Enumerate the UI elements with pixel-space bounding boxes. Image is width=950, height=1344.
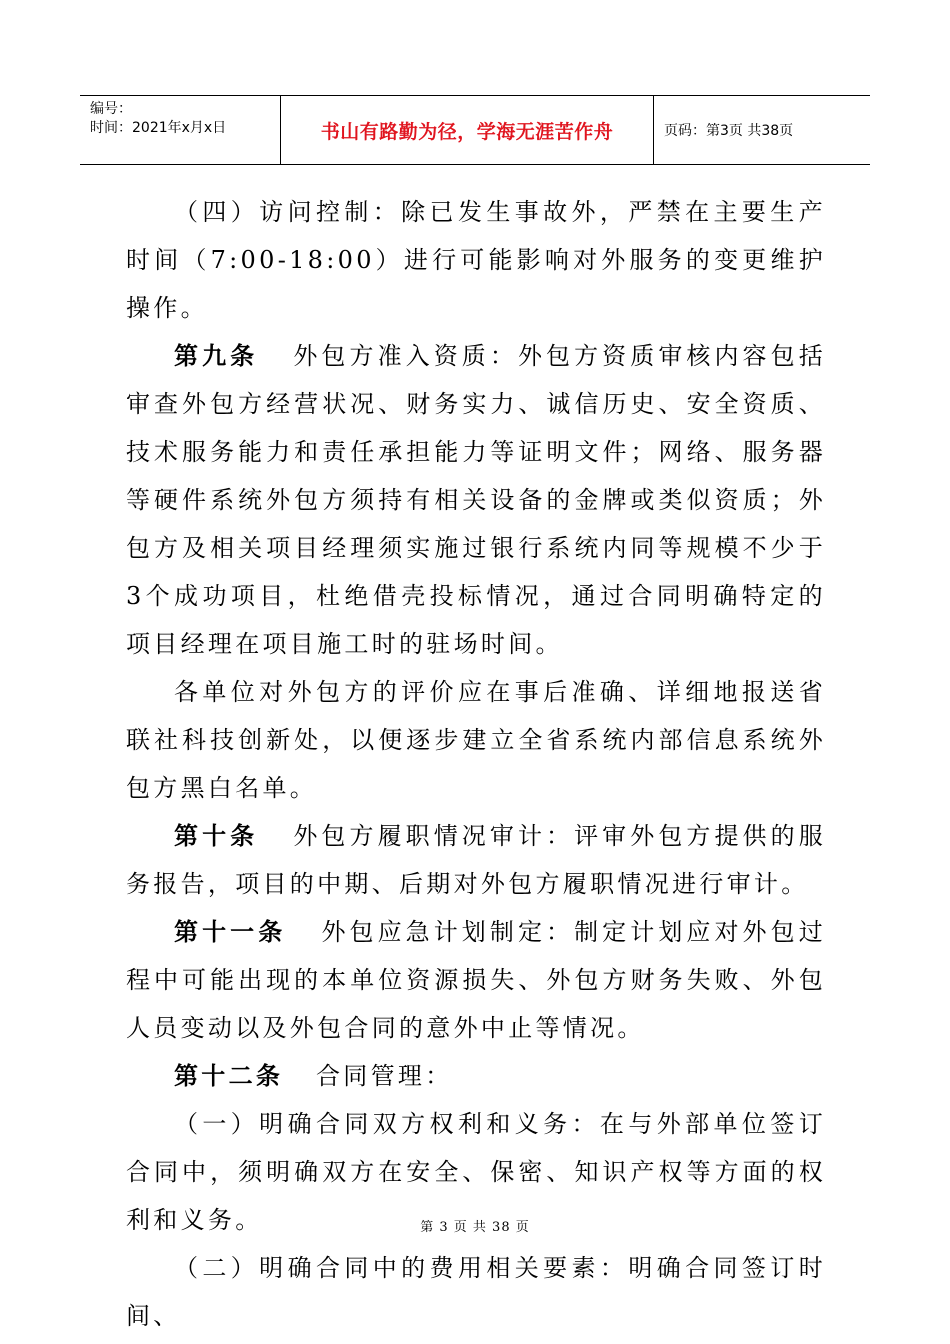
document-header (80, 95, 870, 165)
paragraph-text: 外包应急计划制定：制定计划应对外包过程中可能出现的本单位资源损失、外包方财务失败、外包人员变动以及外包合同的意外中止等情况。 (126, 918, 827, 1042)
document-body (126, 188, 826, 1340)
article-title: 第十二条 (174, 1062, 284, 1090)
article-paragraph (126, 1052, 826, 1100)
article-paragraph (126, 332, 826, 668)
article-title: 第十条 (174, 822, 259, 850)
paragraph-text: （四）访问控制：除已发生事故外，严禁在主要生产时间（7:00-18:00）进行可能影响对外服务的变更维护操作。 (126, 198, 826, 322)
paragraph (126, 188, 826, 332)
page-footer: 第 3 页 共 38 页 (420, 1220, 530, 1235)
paragraph-text: 外包方履职情况审计：评审外包方提供的服务报告，项目的中期、后期对外包方履职情况进行审计。 (126, 822, 827, 898)
paragraph-text: 各单位对外包方的评价应在事后准确、详细地报送省联社科技创新处，以便逐步建立全省系统内部信息系统外包方黑白名单。 (126, 678, 826, 802)
article-paragraph (126, 812, 826, 908)
header-page-label: 页码：第3页 共38页 (664, 123, 794, 139)
header-info-cell (80, 96, 281, 164)
header-motto: 书山有路勤为径，学海无涯苦作舟 (281, 96, 654, 164)
time-label: 时间：2021年x月x日 (90, 120, 227, 136)
paragraph-text: （二）明确合同中的费用相关要素：明确合同签订时间、 (126, 1254, 826, 1330)
paragraph-text: 外包方准入资质：外包方资质审核内容包括审查外包方经营状况、财务实力、诚信历史、安全资质、技术服务能力和责任承担能力等证明文件；网络、服务器等硬件系统外包方须持有相关设备的金牌或类似资质；外包方及相关项目经理须实施过银行系统内同等规模不少于3个成功项目，杜绝借壳投标情况，通过合同明确特定的项目经理在项目施工时的驻场时间。 (126, 342, 827, 658)
paragraph-text: （一）明确合同双方权利和义务：在与外部单位签订合同中，须明确双方在安全、保密、知识产权等方面的权利和义务。 (126, 1110, 826, 1234)
article-title: 第九条 (174, 342, 259, 370)
paragraph (126, 668, 826, 812)
article-title: 第十一条 (174, 918, 287, 946)
paragraph (126, 1244, 826, 1340)
paragraph-text: 合同管理： (316, 1062, 453, 1090)
number-label: 编号： (90, 101, 132, 117)
article-paragraph (126, 908, 826, 1052)
